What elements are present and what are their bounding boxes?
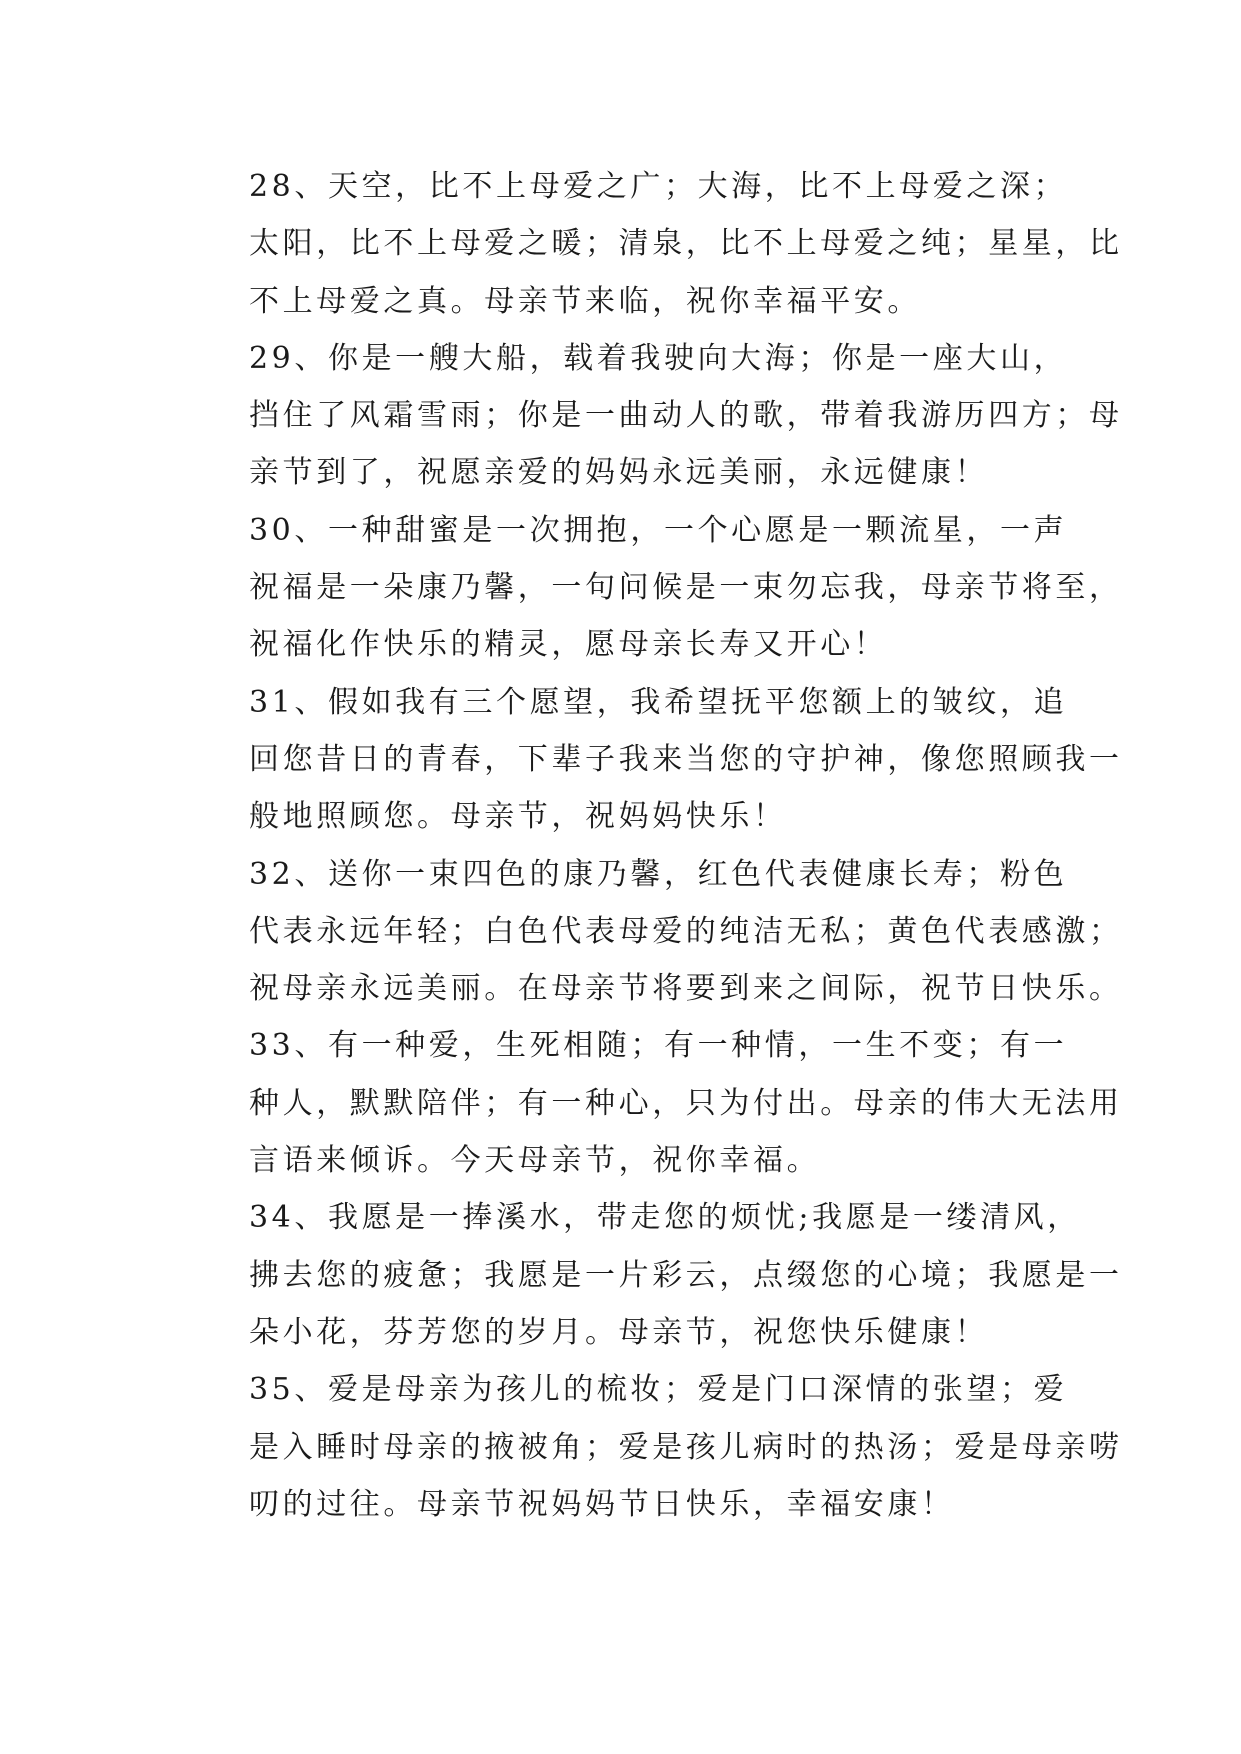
- document-body: [189, 158, 1123, 1533]
- paragraph-34: [189, 1189, 1123, 1361]
- paragraph-33: [189, 1017, 1123, 1189]
- paragraph-line: 28、天空，比不上母爱之广；大海，比不上母爱之深；: [249, 169, 1068, 204]
- paragraph-line: 祝福化作快乐的精灵，愿母亲长寿又开心！: [249, 627, 888, 663]
- paragraph-line: 亲节到了，祝愿亲爱的妈妈永远美丽，永远健康！: [249, 455, 989, 491]
- paragraph-line: 31、假如我有三个愿望，我希望抚平您额上的皱纹，追: [249, 684, 1068, 720]
- paragraph-30: [189, 502, 1123, 674]
- paragraph-line: 代表永远年轻；白色代表母爱的纯洁无私；黄色代表感激；: [249, 913, 1123, 949]
- paragraph-line: 不上母爱之真。母亲节来临，祝你幸福平安。: [249, 283, 921, 319]
- paragraph-line: 祝福是一朵康乃馨，一句问候是一束勿忘我，母亲节将至，: [249, 570, 1123, 606]
- paragraph-line: 朵小花，芬芳您的岁月。母亲节，祝您快乐健康！: [249, 1314, 989, 1350]
- paragraph-line: 太阳，比不上母爱之暖；清泉，比不上母爱之纯；星星，比: [249, 226, 1123, 262]
- paragraph-line: 叨的过往。母亲节祝妈妈节日快乐，幸福安康！: [249, 1486, 955, 1522]
- paragraph-28: [189, 158, 1123, 330]
- paragraph-line: 种人，默默陪伴；有一种心，只为付出。母亲的伟大无法用: [249, 1085, 1123, 1121]
- paragraph-line: 拂去您的疲惫；我愿是一片彩云，点缀您的心境；我愿是一: [249, 1257, 1123, 1293]
- paragraph-35: [189, 1361, 1123, 1533]
- paragraph-31: [189, 674, 1123, 846]
- paragraph-line: 回您昔日的青春，下辈子我来当您的守护神，像您照顾我一: [249, 741, 1123, 777]
- paragraph-line: 言语来倾诉。今天母亲节，祝你幸福。: [249, 1143, 821, 1179]
- paragraph-line: 30、一种甜蜜是一次拥抱，一个心愿是一颗流星，一声: [249, 512, 1068, 548]
- paragraph-line: 34、我愿是一捧溪水，带走您的烦忧;我愿是一缕清风，: [249, 1200, 1081, 1236]
- paragraph-line: 32、送你一束四色的康乃馨，红色代表健康长寿；粉色: [249, 856, 1068, 892]
- paragraph-29: [189, 330, 1123, 502]
- paragraph-32: [189, 846, 1123, 1018]
- paragraph-line: 般地照顾您。母亲节，祝妈妈快乐！: [249, 799, 787, 835]
- paragraph-line: 祝母亲永远美丽。在母亲节将要到来之间际，祝节日快乐。: [249, 971, 1123, 1007]
- paragraph-line: 33、有一种爱，生死相随；有一种情，一生不变；有一: [249, 1028, 1068, 1064]
- paragraph-line: 是入睡时母亲的掖被角；爱是孩儿病时的热汤；爱是母亲唠: [249, 1429, 1123, 1465]
- paragraph-line: 挡住了风霜雪雨；你是一曲动人的歌，带着我游历四方；母: [249, 398, 1123, 434]
- paragraph-line: 35、爱是母亲为孩儿的梳妆；爱是门口深情的张望；爱: [249, 1372, 1068, 1408]
- paragraph-line: 29、你是一艘大船，载着我驶向大海；你是一座大山，: [249, 340, 1068, 376]
